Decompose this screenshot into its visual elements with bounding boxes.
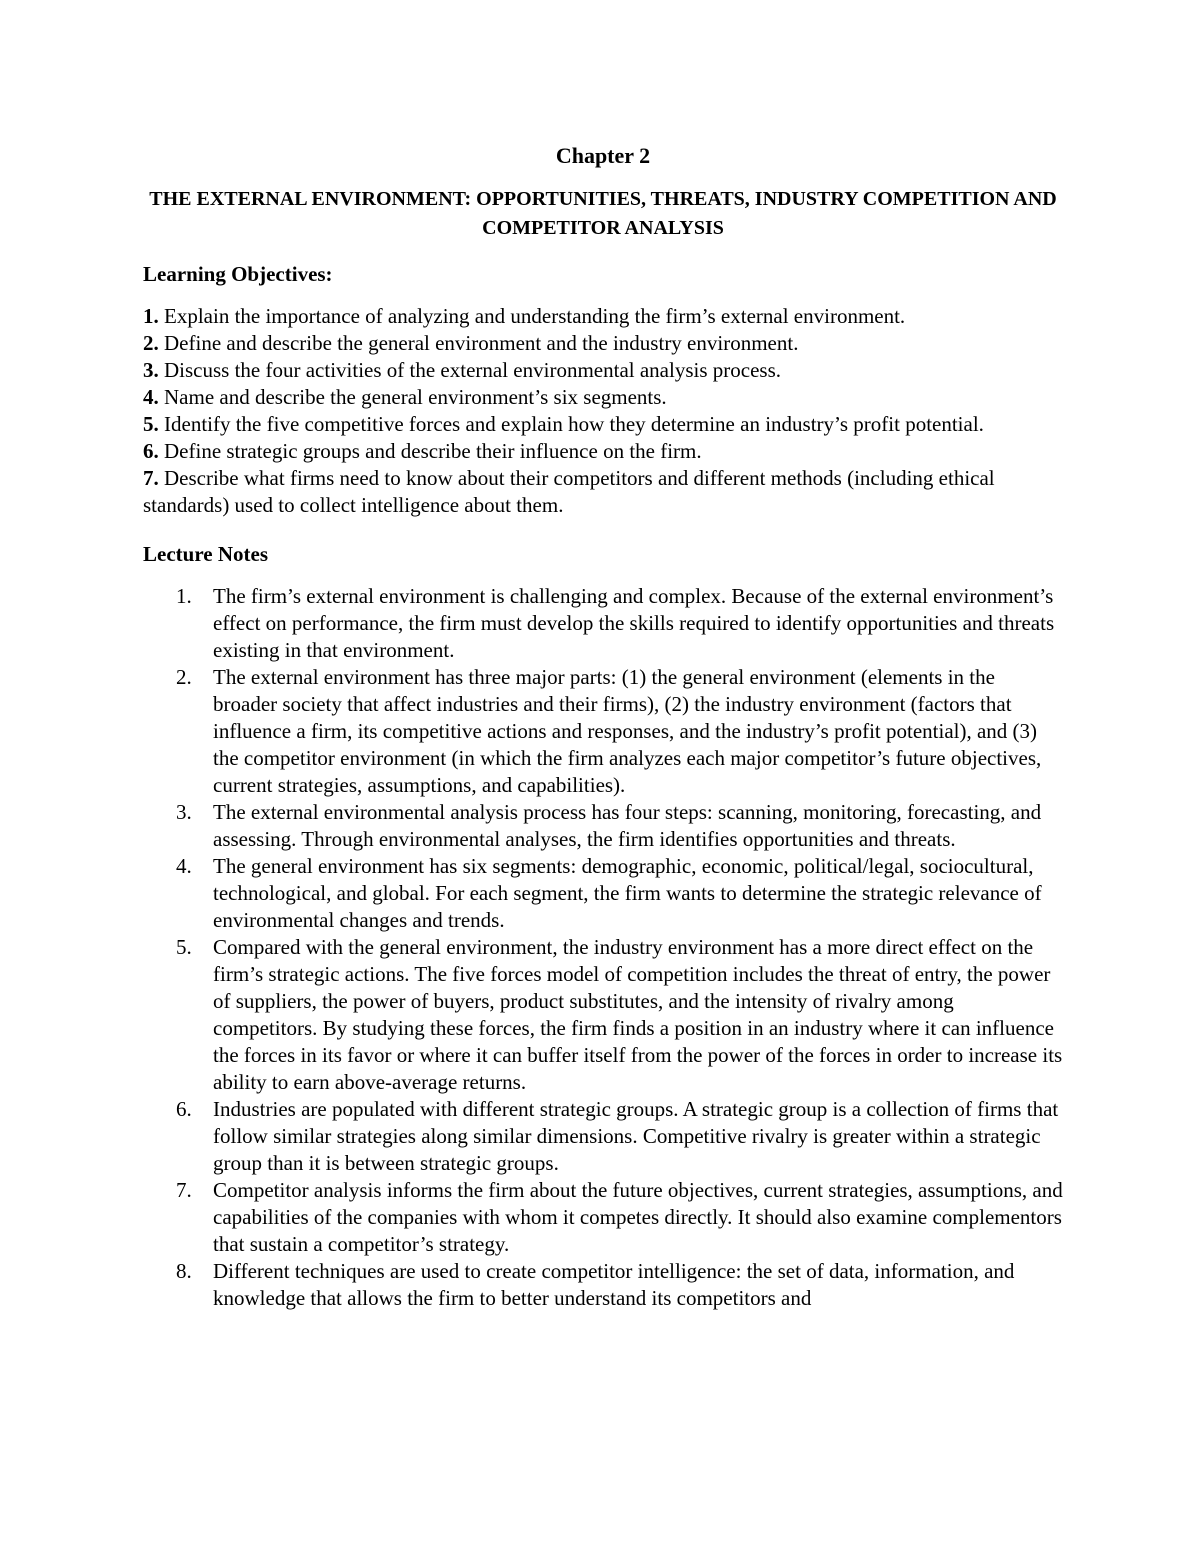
- lecture-note-item: [143, 1177, 1063, 1258]
- note-text: The external environment has three major parts: (1) the general environment (elements in the broader society that affect industries and their firms), (2) the industry environment (factors that influence a firm, its competitive actions and responses, and the industry’s profit potential), and (3) the competitor environment (in which the firm analyzes each major competitor’s future objectives, current strategies, assumptions, and capabilities).: [213, 665, 1042, 797]
- objective-number: 4.: [143, 385, 159, 409]
- objective-number: 3.: [143, 358, 159, 382]
- objective-number: 6.: [143, 439, 159, 463]
- note-text: The general environment has six segments: demographic, economic, political/legal, sociocultural, technological, and global. For each segment, the firm wants to determine the strategic relevance of environmental changes and trends.: [213, 854, 1042, 932]
- note-number: 8.: [176, 1259, 192, 1283]
- note-text: The firm’s external environment is challenging and complex. Because of the external environment’s effect on performance, the firm must develop the skills required to identify opportunities and threats existing in that environment.: [213, 584, 1055, 662]
- note-number: 1.: [176, 584, 192, 608]
- objective-item: [143, 303, 1063, 330]
- lecture-notes-heading: Lecture Notes: [143, 542, 268, 566]
- note-text: Competitor analysis informs the firm about the future objectives, current strategies, assumptions, and capabilities of the companies with whom it competes directly. It should also examine complementors that sustain a competitor’s strategy.: [213, 1178, 1063, 1256]
- objective-text: Discuss the four activities of the external environmental analysis process.: [164, 358, 781, 382]
- lecture-note-item: [143, 853, 1063, 934]
- objective-number: 7.: [143, 466, 159, 490]
- objective-item: [143, 411, 1063, 438]
- objective-number: 5.: [143, 412, 159, 436]
- lecture-notes-list: [143, 583, 1063, 1312]
- note-number: 6.: [176, 1097, 192, 1121]
- objective-text: Identify the five competitive forces and explain how they determine an industry’s profit potential.: [164, 412, 984, 436]
- note-number: 7.: [176, 1178, 192, 1202]
- note-text: Different techniques are used to create competitor intelligence: the set of data, information, and knowledge that allows the firm to better understand its competitors and: [213, 1259, 1015, 1310]
- objective-number: 1.: [143, 304, 159, 328]
- objective-item: [143, 357, 1063, 384]
- note-number: 2.: [176, 665, 192, 689]
- objective-item: [143, 384, 1063, 411]
- lecture-note-item: [143, 1258, 1063, 1312]
- objective-item: [143, 465, 1063, 519]
- objective-number: 2.: [143, 331, 159, 355]
- note-text: Compared with the general environment, the industry environment has a more direct effect on the firm’s strategic actions. The five forces model of competition includes the threat of entry, the power of suppliers, the power of buyers, product substitutes, and the intensity of rivalry among competitors. By studying these forces, the firm finds a position in an industry where it can influence the forces in its favor or where it can buffer itself from the power of the forces in order to increase its ability to earn above-average returns.: [213, 935, 1063, 1094]
- lecture-note-item: [143, 1096, 1063, 1177]
- objective-text: Name and describe the general environment’s six segments.: [164, 385, 667, 409]
- chapter-title: THE EXTERNAL ENVIRONMENT: OPPORTUNITIES, THREATS, INDUSTRY COMPETITION AND COMPETITOR ANALYSIS: [149, 188, 1057, 239]
- objective-item: [143, 438, 1063, 465]
- note-number: 4.: [176, 854, 192, 878]
- lecture-note-item: [143, 664, 1063, 799]
- lecture-note-item: [143, 799, 1063, 853]
- note-number: 5.: [176, 935, 192, 959]
- note-text: The external environmental analysis process has four steps: scanning, monitoring, forecasting, and assessing. Through environmental analyses, the firm identifies opportunities and threats.: [213, 800, 1042, 851]
- document-page: [143, 142, 1063, 1312]
- lecture-note-item: [143, 583, 1063, 664]
- learning-objectives-heading: Learning Objectives:: [143, 262, 333, 286]
- objective-item: [143, 330, 1063, 357]
- learning-objectives-list: [143, 303, 1063, 519]
- chapter-label: Chapter 2: [555, 143, 651, 168]
- note-text: Industries are populated with different strategic groups. A strategic group is a collection of firms that follow similar strategies along similar dimensions. Competitive rivalry is greater within a strategic group than it is between strategic groups.: [213, 1097, 1059, 1175]
- objective-text: Define and describe the general environment and the industry environment.: [164, 331, 799, 355]
- objective-text: Define strategic groups and describe their influence on the firm.: [164, 439, 702, 463]
- lecture-note-item: [143, 934, 1063, 1096]
- objective-text: Explain the importance of analyzing and understanding the firm’s external environment.: [164, 304, 906, 328]
- note-number: 3.: [176, 800, 192, 824]
- objective-text: Describe what firms need to know about their competitors and different methods (including ethical standards) used to collect intelligence about them.: [143, 466, 995, 517]
